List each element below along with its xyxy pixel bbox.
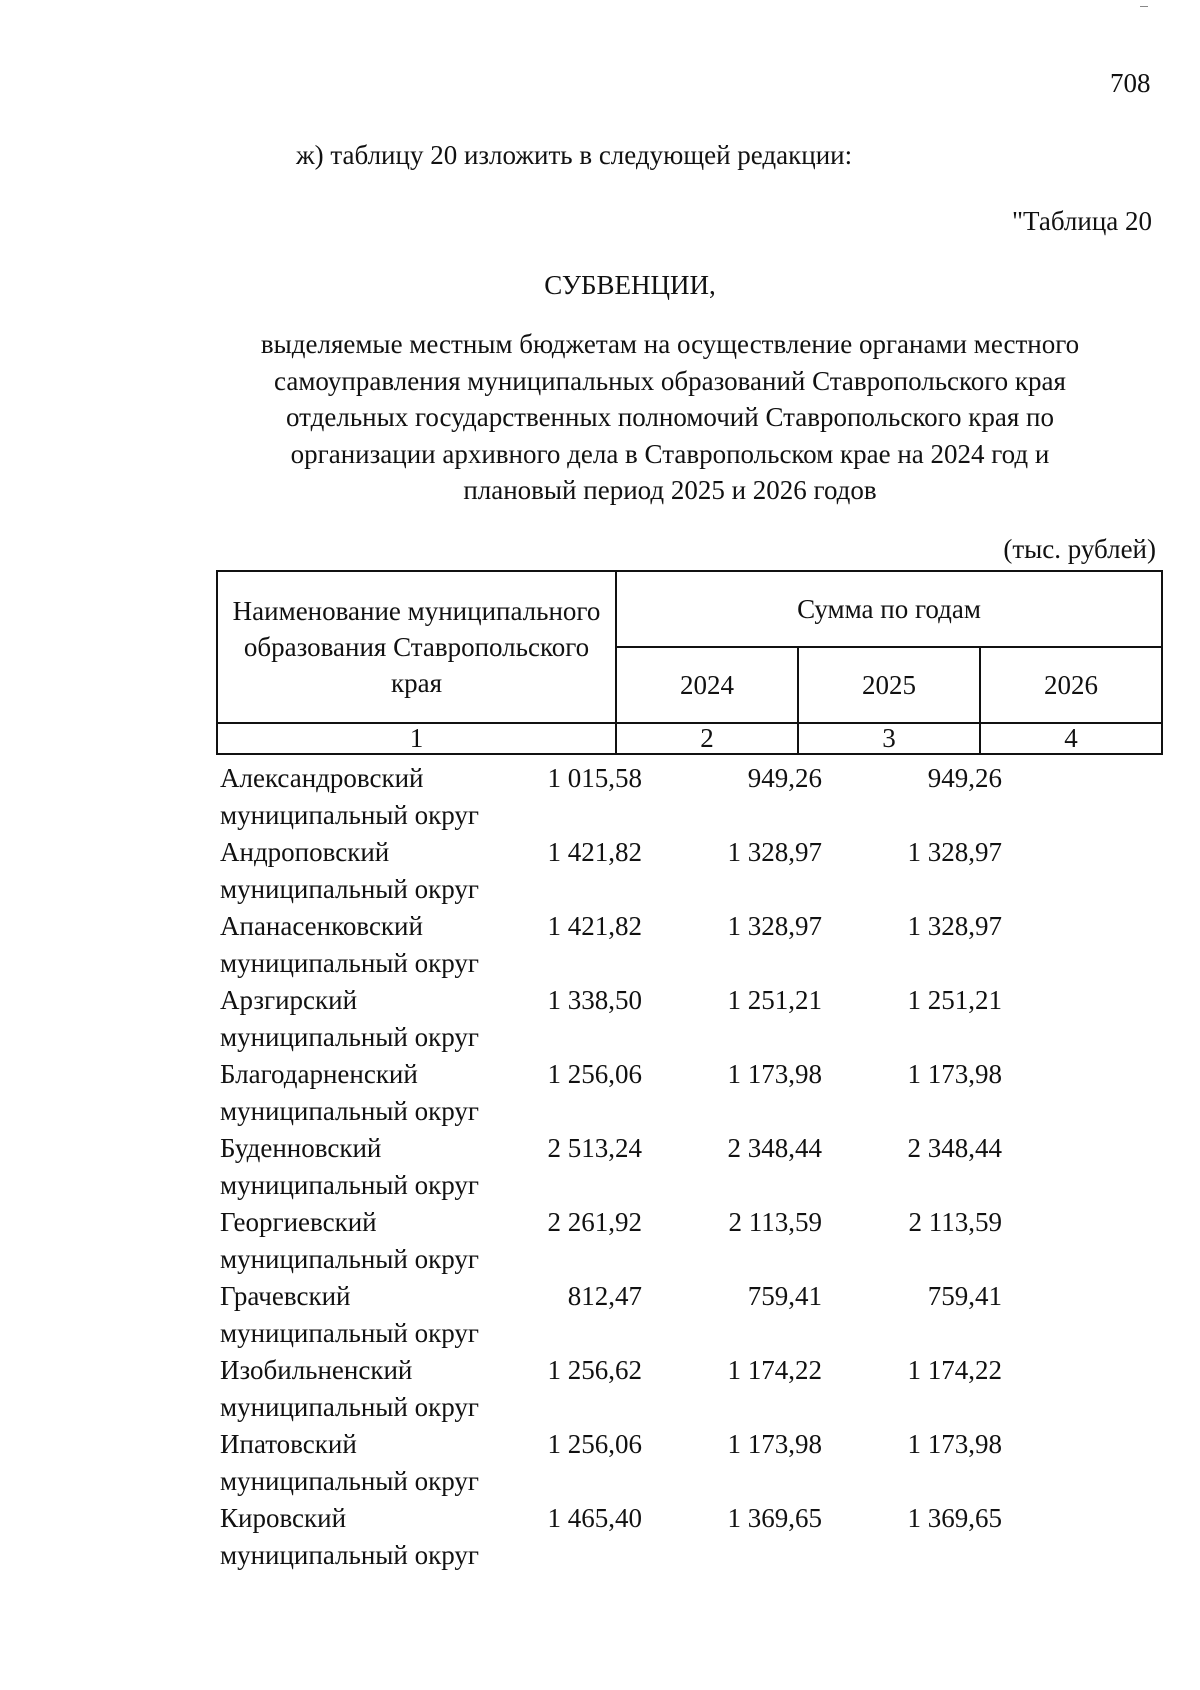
municipality-name: Андроповский муниципальный округ	[220, 837, 479, 904]
column-number: 4	[980, 723, 1162, 754]
value-2026: 949,26	[927, 763, 1002, 793]
table-row	[220, 908, 1170, 982]
table-label: "Таблица 20	[1012, 206, 1152, 236]
corner-mark	[1140, 6, 1148, 7]
municipality-name: Ипатовский муниципальный округ	[220, 1429, 479, 1496]
value-2025: 1 328,97	[727, 911, 822, 941]
amendment-instruction: ж) таблицу 20 изложить в следующей редакции:	[296, 140, 853, 170]
table-header	[216, 570, 1163, 755]
municipality-name: Буденновский муниципальный округ	[220, 1133, 479, 1200]
value-2025: 2 348,44	[727, 1133, 822, 1163]
table-row	[220, 1500, 1170, 1574]
table-row	[220, 1056, 1170, 1130]
header-sum-by-years: Сумма по годам	[616, 571, 1162, 647]
municipality-name: Александровский муниципальный округ	[220, 763, 479, 830]
value-2024: 1 256,06	[547, 1429, 642, 1459]
value-2025: 1 173,98	[727, 1429, 822, 1459]
table-row	[220, 1426, 1170, 1500]
header-year-2026: 2026	[980, 647, 1162, 723]
value-2025: 1 251,21	[727, 985, 822, 1015]
value-2025: 949,26	[747, 763, 822, 793]
value-2024: 1 421,82	[547, 837, 642, 867]
municipality-name: Изобильненский муниципальный округ	[220, 1355, 479, 1422]
value-2024: 2 261,92	[547, 1207, 642, 1237]
value-2025: 2 113,59	[728, 1207, 822, 1237]
table-row	[220, 1130, 1170, 1204]
value-2025: 1 328,97	[727, 837, 822, 867]
value-2026: 1 174,22	[907, 1355, 1002, 1385]
value-2024: 1 256,62	[547, 1355, 642, 1385]
value-2025: 1 173,98	[727, 1059, 822, 1089]
value-2025: 1 369,65	[727, 1503, 822, 1533]
value-2026: 1 173,98	[907, 1429, 1002, 1459]
page-number: 708	[1110, 68, 1151, 98]
municipality-name: Кировский муниципальный округ	[220, 1503, 479, 1570]
value-2026: 759,41	[927, 1281, 1002, 1311]
value-2024: 1 256,06	[547, 1059, 642, 1089]
table-row	[220, 1204, 1170, 1278]
column-number: 2	[616, 723, 798, 754]
value-2026: 1 173,98	[907, 1059, 1002, 1089]
value-2024: 1 338,50	[547, 985, 642, 1015]
value-2026: 1 328,97	[907, 911, 1002, 941]
value-2026: 1 369,65	[907, 1503, 1002, 1533]
value-2026: 2 348,44	[907, 1133, 1002, 1163]
municipality-name: Георгиевский муниципальный округ	[220, 1207, 479, 1274]
value-2024: 1 421,82	[547, 911, 642, 941]
value-2026: 1 251,21	[907, 985, 1002, 1015]
table-row	[220, 1352, 1170, 1426]
value-2025: 759,41	[747, 1281, 822, 1311]
value-2026: 1 328,97	[907, 837, 1002, 867]
column-number: 1	[217, 723, 616, 754]
municipality-name: Грачевский муниципальный округ	[220, 1281, 479, 1348]
table-row	[220, 982, 1170, 1056]
document-subtitle: выделяемые местным бюджетам на осуществление органами местного самоуправления муниципальных образований Ставропольского края отдельных государственных полномочий Ставропольского края по организации архивного дела в Ставропольском крае на 2024 год и плановый период 2025 и 2026 годов	[260, 329, 1080, 505]
header-municipality-name: Наименование муниципального образования Ставропольского края	[217, 571, 616, 723]
table-row	[220, 1278, 1170, 1352]
header-year-2025: 2025	[798, 647, 980, 723]
units-label: (тыс. рублей)	[1003, 534, 1156, 564]
value-2024: 1 015,58	[547, 763, 642, 793]
document-title: СУБВЕНЦИИ,	[544, 270, 716, 300]
municipality-name: Благодарненский муниципальный округ	[220, 1059, 479, 1126]
table-body	[220, 760, 1170, 1574]
value-2026: 2 113,59	[908, 1207, 1002, 1237]
value-2024: 1 465,40	[547, 1503, 642, 1533]
header-year-2024: 2024	[616, 647, 798, 723]
value-2025: 1 174,22	[727, 1355, 822, 1385]
value-2024: 2 513,24	[547, 1133, 642, 1163]
municipality-name: Арзгирский муниципальный округ	[220, 985, 479, 1052]
column-number: 3	[798, 723, 980, 754]
municipality-name: Апанасенковский муниципальный округ	[220, 911, 479, 978]
value-2024: 812,47	[567, 1281, 642, 1311]
table-row	[220, 760, 1170, 834]
table-row	[220, 834, 1170, 908]
